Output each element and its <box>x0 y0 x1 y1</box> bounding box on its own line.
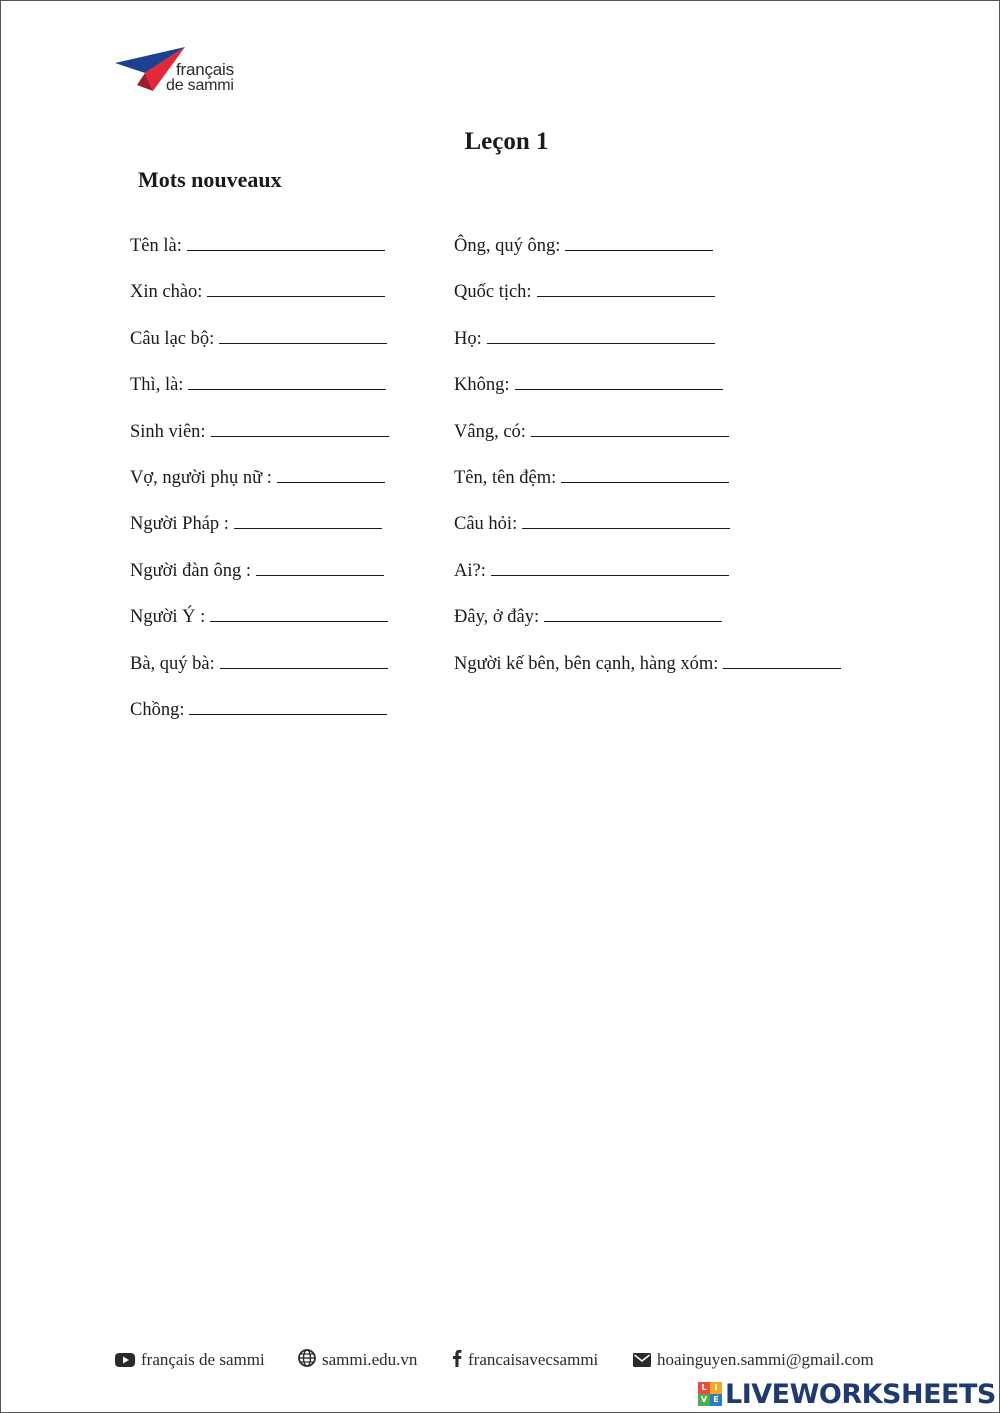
vocab-label: Không: <box>454 375 510 396</box>
answer-blank[interactable] <box>207 278 385 297</box>
vocab-label: Xin chào: <box>130 282 203 303</box>
badge-letter: L <box>698 1382 710 1394</box>
answer-blank[interactable] <box>522 510 730 529</box>
badge-letter: I <box>710 1382 722 1394</box>
vocab-label: Vâng, có: <box>454 421 526 442</box>
vocab-label: Ai?: <box>454 560 486 581</box>
answer-blank[interactable] <box>491 557 729 576</box>
vocab-item <box>454 371 841 417</box>
section-title: Mots nouveaux <box>138 167 282 192</box>
vocab-item <box>130 278 389 324</box>
vocab-label: Người kế bên, bên cạnh, hàng xóm: <box>454 653 719 674</box>
logo <box>115 45 255 97</box>
vocab-item <box>454 464 841 510</box>
footer-website-label: sammi.edu.vn <box>322 1350 418 1369</box>
answer-blank[interactable] <box>210 603 388 622</box>
vocab-label: Chồng: <box>130 699 185 720</box>
vocab-item <box>130 603 389 649</box>
vocab-label: Vợ, người phụ nữ : <box>130 467 272 488</box>
footer-email-label: hoainguyen.sammi@gmail.com <box>657 1350 874 1369</box>
vocab-label: Tên, tên đệm: <box>454 467 557 488</box>
vocab-item <box>130 232 389 278</box>
vocab-label: Người đàn ông : <box>130 560 252 581</box>
answer-blank[interactable] <box>723 650 841 669</box>
footer-youtube[interactable] <box>115 1346 265 1374</box>
answer-blank[interactable] <box>220 650 388 669</box>
vocab-item <box>130 418 389 464</box>
envelope-icon <box>633 1353 651 1367</box>
logo-line-2: de sammi <box>166 77 234 94</box>
vocab-label: Câu hỏi: <box>454 514 518 535</box>
answer-blank[interactable] <box>234 510 382 529</box>
vocab-label: Đây, ở đây: <box>454 607 540 628</box>
vocab-item <box>130 325 389 371</box>
vocab-item <box>454 603 841 649</box>
facebook-icon <box>452 1349 462 1367</box>
liveworksheets-logo-icon <box>698 1382 722 1406</box>
vocab-item <box>454 418 841 464</box>
vocab-item <box>454 557 841 603</box>
vocab-label: Ông, quý ông: <box>454 236 561 256</box>
vocab-item <box>130 650 389 696</box>
vocab-item <box>454 650 841 696</box>
answer-blank[interactable] <box>561 464 729 483</box>
vocab-label: Câu lạc bộ: <box>130 328 215 349</box>
lesson-title: Leçon 1 <box>464 128 549 155</box>
answer-blank[interactable] <box>219 325 387 344</box>
vocab-label: Tên là: <box>130 236 182 256</box>
answer-blank[interactable] <box>277 464 385 483</box>
answer-blank[interactable] <box>531 418 729 437</box>
badge-letter: E <box>710 1394 722 1406</box>
vocab-item <box>454 510 841 556</box>
answer-blank[interactable] <box>256 557 384 576</box>
answer-blank[interactable] <box>544 603 722 622</box>
vocab-label: Quốc tịch: <box>454 282 532 303</box>
answer-blank[interactable] <box>515 371 723 390</box>
answer-blank[interactable] <box>211 418 389 437</box>
globe-icon <box>298 1349 316 1367</box>
footer <box>115 1346 915 1376</box>
vocab-label: Thì, là: <box>130 375 184 396</box>
vocab-label: Sinh viên: <box>130 421 206 442</box>
vocab-label: Người Ý : <box>130 607 206 628</box>
footer-email[interactable] <box>633 1346 874 1374</box>
liveworksheets-wordmark: LIVEWORKSHEETS <box>725 1378 996 1410</box>
answer-blank[interactable] <box>487 325 715 344</box>
vocab-item <box>130 696 389 742</box>
footer-facebook-label: francaisavecsammi <box>468 1350 599 1369</box>
answer-blank[interactable] <box>187 232 385 251</box>
answer-blank[interactable] <box>188 371 386 390</box>
youtube-icon <box>115 1353 135 1367</box>
badge-letter: V <box>698 1394 710 1406</box>
footer-youtube-label: français de sammi <box>141 1350 265 1369</box>
vocab-column-left <box>130 232 389 742</box>
answer-blank[interactable] <box>189 696 387 715</box>
vocab-item <box>130 510 389 556</box>
vocab-item <box>130 557 389 603</box>
vocab-item <box>130 464 389 510</box>
vocab-label: Bà, quý bà: <box>130 653 215 674</box>
vocab-label: Họ: <box>454 328 482 349</box>
vocab-item <box>454 278 841 324</box>
logo-line-1: français <box>176 60 234 79</box>
answer-blank[interactable] <box>537 278 715 297</box>
footer-website[interactable] <box>298 1346 417 1374</box>
footer-facebook[interactable] <box>452 1346 598 1374</box>
answer-blank[interactable] <box>565 232 713 251</box>
liveworksheets-watermark <box>698 1378 996 1410</box>
vocab-item <box>130 371 389 417</box>
vocab-label: Người Pháp : <box>130 514 229 535</box>
vocab-item <box>454 232 841 278</box>
vocab-column-right <box>454 232 841 696</box>
vocab-item <box>454 325 841 371</box>
